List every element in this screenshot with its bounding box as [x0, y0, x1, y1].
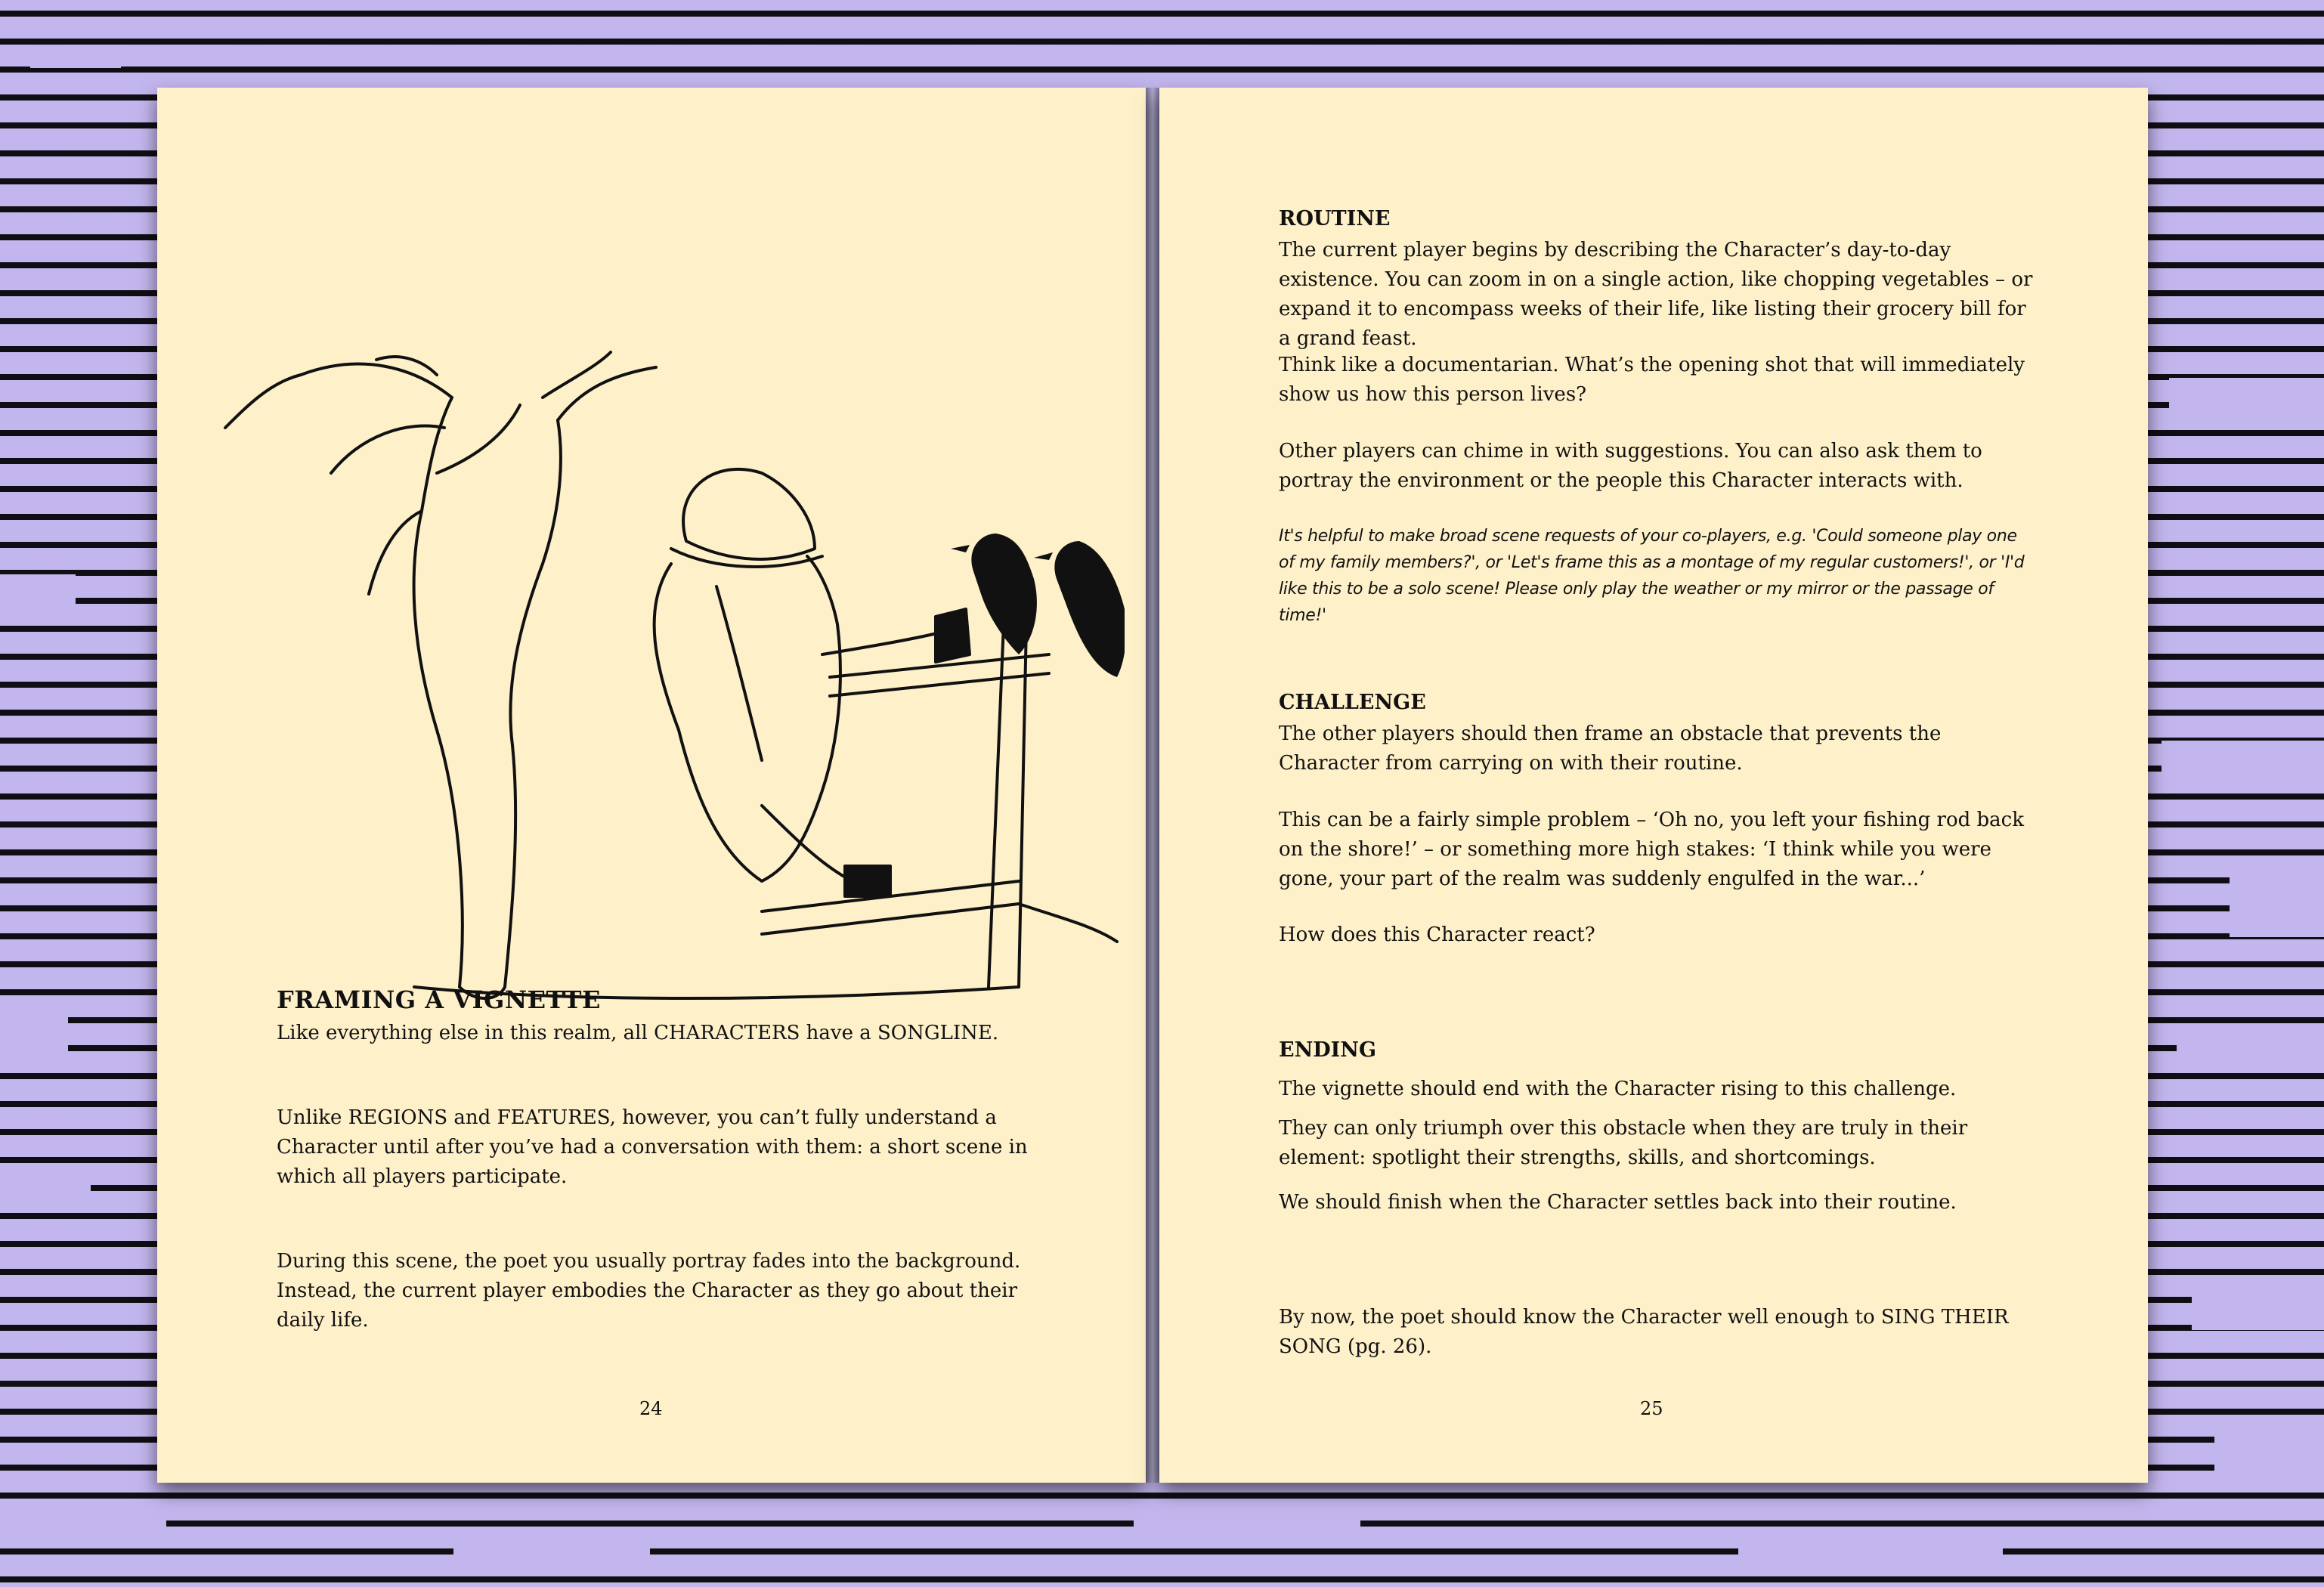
right-page — [1159, 88, 2148, 1483]
ending-paragraph-3: We should finish when the Character settles back into their routine. — [1279, 1191, 1957, 1214]
left-page — [157, 88, 1146, 1483]
challenge-heading: CHALLENGE — [1279, 691, 1426, 714]
routine-heading: ROUTINE — [1279, 207, 1391, 230]
paragraph-intro: Like everything else in this realm, all CHARACTERS have a SONGLINE. — [277, 1022, 999, 1044]
book-spine — [1146, 88, 1159, 1483]
page-number: 25 — [1640, 1398, 1663, 1419]
ending-paragraph-1: The vignette should end with the Character rising to this challenge. — [1279, 1078, 1957, 1100]
page-number: 24 — [639, 1398, 663, 1419]
closing-paragraph: By now, the poet should know the Character well enough to SING THEIR SONG (pg. 26). — [1279, 1306, 2009, 1358]
routine-paragraph-2: Think like a documentarian. What’s the opening shot that will immediately show us how this person lives? — [1279, 354, 2025, 406]
routine-tip: It's helpful to make broad scene requests of your co-players, e.g. 'Could someone play one of my family members?', or 'Let's frame this as a montage of my regular customers!', or 'I'd like this to be a solo scene! Please only play the weather or my mirror or the passage of time!' — [1279, 527, 2025, 625]
ending-paragraph-2: They can only triumph over this obstacle when they are truly in their element: spotlight their strengths, skills, and shortcomings. — [1279, 1117, 1968, 1169]
ending-heading: ENDING — [1279, 1038, 1377, 1062]
routine-paragraph-1: The current player begins by describing the Character’s day-to-day existence. You can zoom in on a single action, like chopping vegetables – or expand it to encompass weeks of their life, like listing their grocery bill for a grand feast. — [1279, 239, 2033, 350]
routine-paragraph-3: Other players can chime in with suggestions. You can also ask them to portray the environment or the people this Character interacts with. — [1279, 440, 1982, 492]
paragraph-scene: During this scene, the poet you usually portray fades into the background. Instead, the current player embodies the Character as they go about their daily life. — [277, 1250, 1021, 1332]
challenge-paragraph-2: This can be a fairly simple problem – ‘Oh no, you left your fishing rod back on the shore!’ – or something more high stakes: ‘I think while you were gone, your part of the realm was suddenly engulfed in the war...’ — [1279, 809, 2024, 890]
paragraph-conversation: Unlike REGIONS and FEATURES, however, you can’t fully understand a Character until after you’ve had a conversation with them: a short scene in which all players participate. — [277, 1106, 1028, 1188]
challenge-paragraph-3: How does this Character react? — [1279, 923, 1595, 946]
challenge-paragraph-1: The other players should then frame an obstacle that prevents the Character from carrying on with their routine. — [1279, 722, 1942, 775]
illustration-tree-figure-crows — [187, 337, 1125, 1032]
section-heading: FRAMING A VIGNETTE — [277, 985, 601, 1014]
